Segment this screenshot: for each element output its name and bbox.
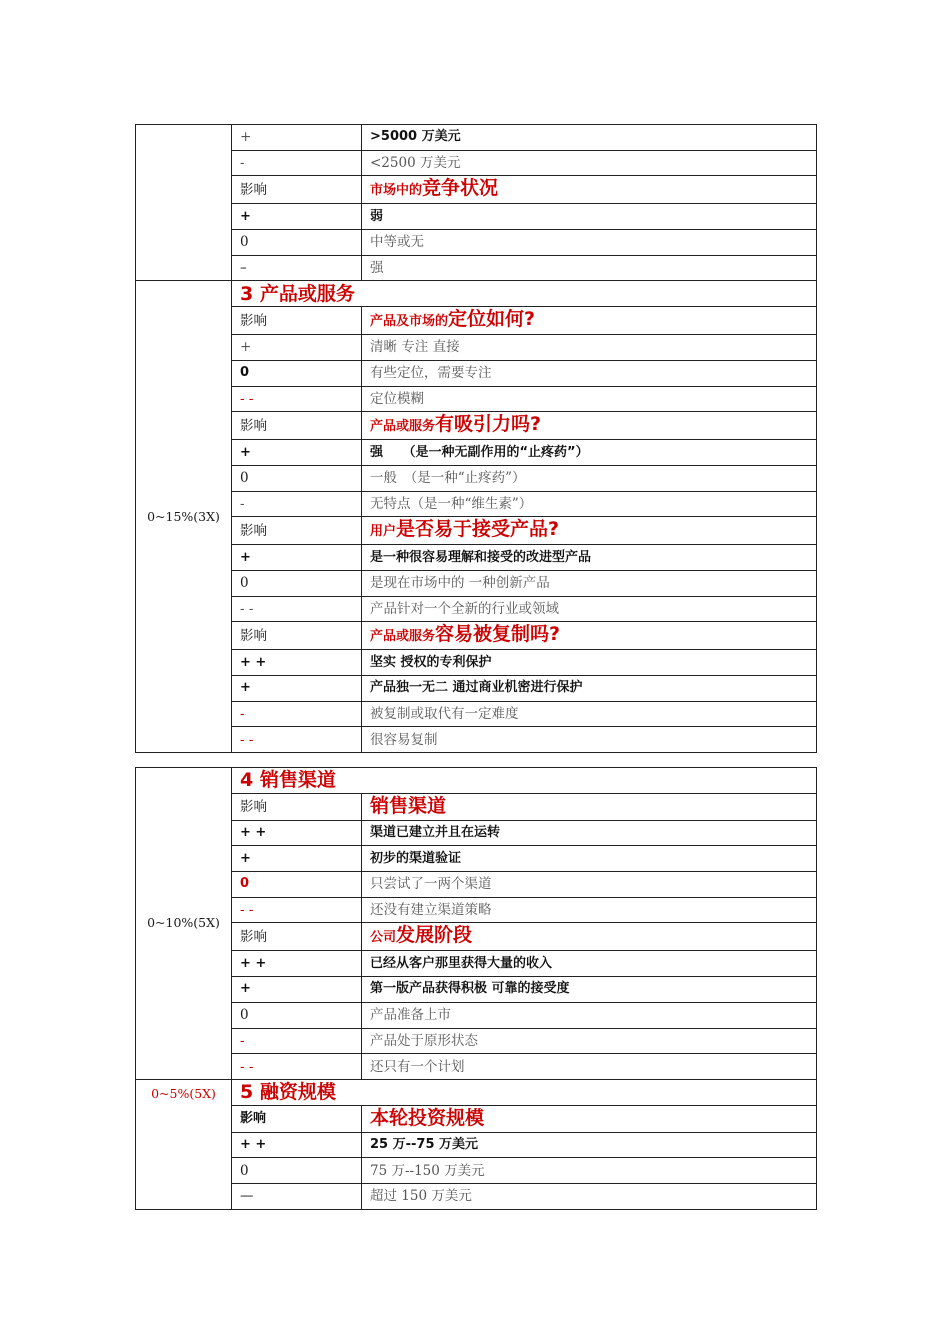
evaluation-table-2 [135, 767, 817, 1210]
table-row [136, 440, 817, 466]
section-title: 3 产品或服务 [232, 281, 817, 307]
desc-cell: 无特点（是一种“维生素”） [362, 491, 817, 517]
table-row [136, 793, 817, 820]
table-row [136, 727, 817, 753]
table-row [136, 150, 817, 176]
question-prefix: 市场中的 [370, 183, 423, 199]
question-prefix: 产品或服务 [370, 419, 436, 435]
sign-cell: — [232, 1183, 362, 1209]
table-row [136, 335, 817, 361]
sign-cell: - [232, 150, 362, 176]
table-row [136, 1132, 817, 1158]
table-row [136, 650, 817, 676]
table-row [136, 125, 817, 151]
impact-label: 影响 [232, 1105, 362, 1132]
sign-cell: + [232, 846, 362, 872]
weight-cell: 0~5%(5X) [136, 1079, 232, 1209]
table-row [136, 596, 817, 622]
impact-label: 影响 [232, 923, 362, 951]
sign-cell: + [232, 125, 362, 151]
table-row [136, 1183, 817, 1209]
table-row [136, 951, 817, 977]
question-prefix: 公司 [370, 930, 397, 946]
desc-cell: 产品处于原形状态 [362, 1028, 817, 1054]
table-row [136, 360, 817, 386]
question-cell [362, 176, 817, 204]
desc-cell: 定位模糊 [362, 386, 817, 412]
evaluation-table-1 [135, 124, 817, 753]
table-row [136, 820, 817, 846]
desc-cell: 25 万--75 万美元 [362, 1132, 817, 1158]
sign-cell: + [232, 545, 362, 571]
sign-cell: 0 [232, 872, 362, 898]
desc-cell: 坚实 授权的专利保护 [362, 650, 817, 676]
table-row [136, 676, 817, 702]
impact-label: 影响 [232, 793, 362, 820]
table-row [136, 1054, 817, 1080]
sign-cell: 0 [232, 230, 362, 256]
sign-cell: - [232, 1028, 362, 1054]
table-row [136, 897, 817, 923]
desc-cell: 超过 150 万美元 [362, 1183, 817, 1209]
question-cell [362, 923, 817, 951]
table-row [136, 1158, 817, 1184]
table-row [136, 491, 817, 517]
sign-cell: - - [232, 727, 362, 753]
sign-cell: + + [232, 820, 362, 846]
desc-cell: >5000 万美元 [362, 125, 817, 151]
table-row [136, 517, 817, 545]
question-prefix: 产品及市场的 [370, 314, 449, 330]
table-row [136, 255, 817, 281]
sign-cell: - [232, 491, 362, 517]
question-cell [362, 412, 817, 440]
section-title: 4 销售渠道 [232, 768, 817, 794]
table-row [136, 846, 817, 872]
sign-cell: + [232, 440, 362, 466]
question-prefix: 产品或服务 [370, 629, 436, 645]
section-title-row [136, 281, 817, 307]
sign-cell: 0 [232, 465, 362, 491]
table-row [136, 307, 817, 335]
impact-label: 影响 [232, 622, 362, 650]
desc-cell: 是一种很容易理解和接受的改进型产品 [362, 545, 817, 571]
desc-cell: 75 万--150 万美元 [362, 1158, 817, 1184]
question-heading: 容易被复制吗? [435, 623, 561, 646]
table-row [136, 176, 817, 204]
table-row [136, 1028, 817, 1054]
desc-cell: <2500 万美元 [362, 150, 817, 176]
question-heading: 竞争状况 [422, 177, 499, 200]
question-cell [362, 307, 817, 335]
question-heading: 发展阶段 [396, 924, 473, 947]
impact-label: 影响 [232, 517, 362, 545]
desc-cell: 强 （是一种无副作用的“止疼药”） [362, 440, 817, 466]
table-row [136, 977, 817, 1003]
table-row [136, 872, 817, 898]
sign-cell: - - [232, 1054, 362, 1080]
question-heading: 是否易于接受产品? [396, 518, 560, 541]
section-title-row [136, 1079, 817, 1105]
weight-cell: 0~15%(3X) [136, 281, 232, 753]
question-heading: 本轮投资规模 [370, 1106, 485, 1129]
weight-cell-empty [136, 125, 232, 281]
desc-cell: 只尝试了一两个渠道 [362, 872, 817, 898]
desc-cell: 还没有建立渠道策略 [362, 897, 817, 923]
desc-cell: 一般 （是一种“止疼药”） [362, 465, 817, 491]
sign-cell: - - [232, 897, 362, 923]
sign-cell: - - [232, 386, 362, 412]
table-row [136, 622, 817, 650]
table-row [136, 230, 817, 256]
sign-cell: + + [232, 650, 362, 676]
sign-cell: - - [232, 596, 362, 622]
question-cell [362, 1105, 817, 1132]
table-row [136, 412, 817, 440]
desc-cell: 是现在市场中的 一种创新产品 [362, 570, 817, 596]
desc-cell: 还只有一个计划 [362, 1054, 817, 1080]
desc-cell: 被复制或取代有一定难度 [362, 701, 817, 727]
desc-cell: 渠道已建立并且在运转 [362, 820, 817, 846]
section-title: 5 融资规模 [232, 1079, 817, 1105]
question-cell [362, 793, 817, 820]
desc-cell: 很容易复制 [362, 727, 817, 753]
sign-cell: 0 [232, 570, 362, 596]
question-cell [362, 517, 817, 545]
sign-cell: + [232, 335, 362, 361]
desc-cell: 产品准备上市 [362, 1002, 817, 1028]
section-title-row [136, 768, 817, 794]
table-row [136, 204, 817, 230]
sign-cell: 0 [232, 1158, 362, 1184]
sign-cell: 0 [232, 360, 362, 386]
table-row [136, 545, 817, 571]
desc-cell: 已经从客户那里获得大量的收入 [362, 951, 817, 977]
impact-label: 影响 [232, 176, 362, 204]
table-row [136, 701, 817, 727]
impact-label: 影响 [232, 307, 362, 335]
desc-cell: 弱 [362, 204, 817, 230]
desc-cell: 产品独一无二 通过商业机密进行保护 [362, 676, 817, 702]
sign-cell: + [232, 204, 362, 230]
desc-cell: 产品针对一个全新的行业或领域 [362, 596, 817, 622]
table-row [136, 465, 817, 491]
sign-cell: - [232, 701, 362, 727]
question-prefix: 用户 [370, 524, 397, 540]
sign-cell: + [232, 977, 362, 1003]
sign-cell: + [232, 676, 362, 702]
desc-cell: 第一版产品获得积极 可靠的接受度 [362, 977, 817, 1003]
sign-cell: + + [232, 1132, 362, 1158]
table-row [136, 923, 817, 951]
table-row [136, 1002, 817, 1028]
table-row [136, 1105, 817, 1132]
question-cell [362, 622, 817, 650]
desc-cell: 强 [362, 255, 817, 281]
desc-cell: 初步的渠道验证 [362, 846, 817, 872]
impact-label: 影响 [232, 412, 362, 440]
table-row [136, 570, 817, 596]
table-row [136, 386, 817, 412]
question-heading: 定位如何? [448, 308, 536, 331]
question-heading: 销售渠道 [370, 794, 447, 817]
sign-cell: 0 [232, 1002, 362, 1028]
desc-cell: 清晰 专注 直接 [362, 335, 817, 361]
question-heading: 有吸引力吗? [435, 413, 542, 436]
desc-cell: 有些定位，需要专注 [362, 360, 817, 386]
desc-cell: 中等或无 [362, 230, 817, 256]
sign-cell: + + [232, 951, 362, 977]
weight-cell: 0~10%(5X) [136, 768, 232, 1080]
sign-cell: – [232, 255, 362, 281]
